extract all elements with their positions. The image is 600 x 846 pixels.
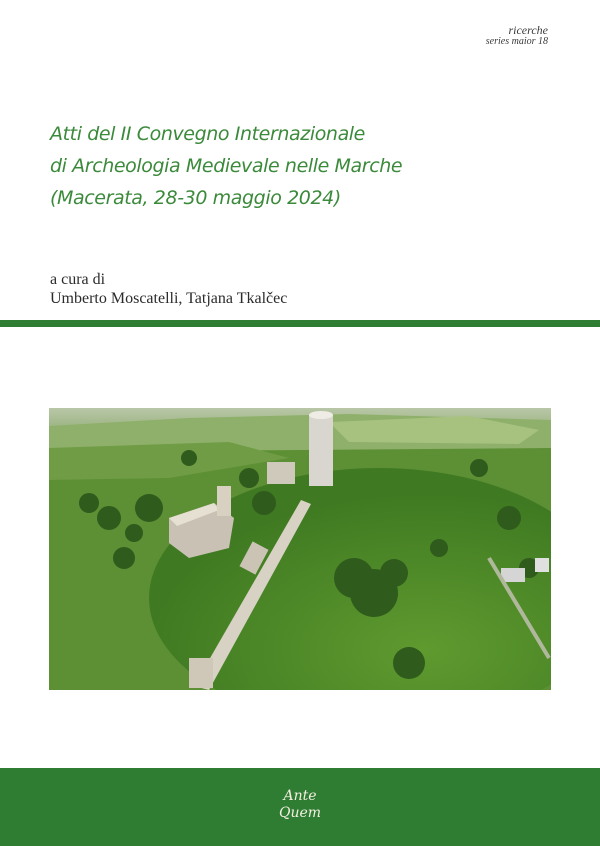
aerial-photo-illustration bbox=[49, 408, 551, 690]
title-line-2: di Archeologia Medievale nelle Marche bbox=[50, 155, 403, 177]
editors-names: Umberto Moscatelli, Tatjana Tkalčec bbox=[50, 290, 288, 307]
book-title bbox=[50, 118, 570, 214]
footer-band bbox=[0, 768, 600, 846]
tower-illustration bbox=[309, 411, 333, 486]
title-line-1: Atti del II Convegno Internazionale bbox=[50, 123, 365, 145]
series-number: series maior 18 bbox=[485, 36, 548, 47]
editors-block bbox=[50, 270, 287, 308]
publisher-logo bbox=[260, 788, 340, 822]
logo-line-1: Ante bbox=[283, 788, 317, 804]
green-divider bbox=[0, 320, 600, 327]
editors-label: a cura di bbox=[50, 271, 106, 288]
cover-photo bbox=[49, 408, 551, 690]
title-line-3: (Macerata, 28-30 maggio 2024) bbox=[50, 187, 341, 209]
series-name: ricerche bbox=[508, 23, 548, 37]
logo-line-2: Quem bbox=[278, 805, 322, 821]
series-label bbox=[486, 24, 548, 48]
